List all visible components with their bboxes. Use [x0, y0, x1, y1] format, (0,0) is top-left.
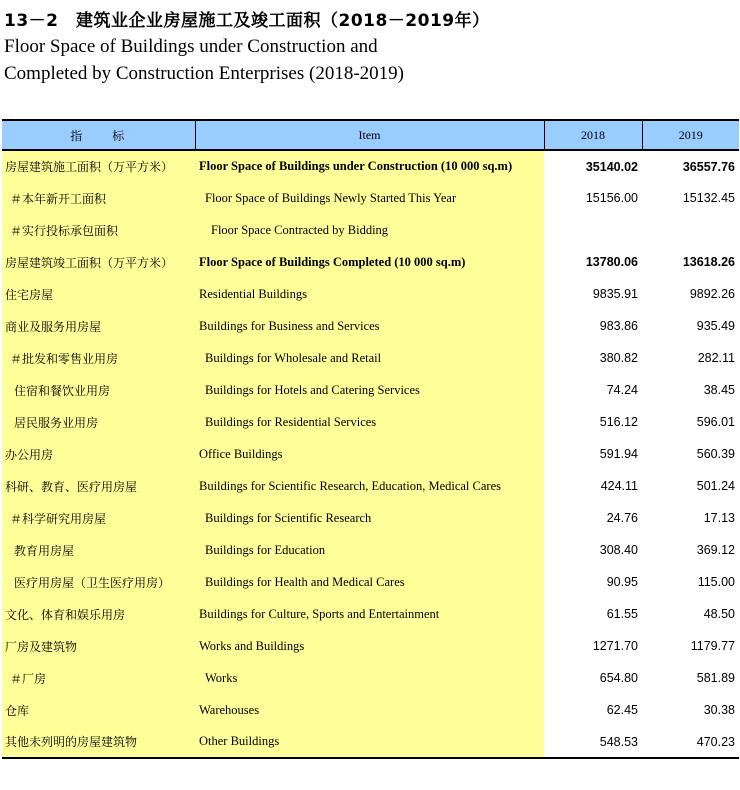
row-label-en: Buildings for Hotels and Catering Services — [195, 374, 544, 406]
table-row — [2, 726, 739, 758]
row-label-cn: 医疗用房屋（卫生医疗用房） — [2, 566, 195, 598]
value-2018: 308.40 — [599, 543, 638, 557]
value-2019: 9892.26 — [689, 287, 735, 301]
table-header-row — [2, 120, 739, 150]
row-label-cn: 教育用房屋 — [2, 534, 195, 566]
page-title-chinese: 13－2 建筑业企业房屋施工及竣工面积（2018－2019年） — [4, 11, 490, 31]
value-2019: 36557.76 — [682, 159, 735, 174]
value-2019: 596.01 — [696, 415, 735, 429]
value-2019: 48.50 — [703, 607, 735, 621]
value-2019: 560.39 — [696, 447, 735, 461]
value-2018: 24.76 — [606, 511, 638, 525]
value-2019: 282.11 — [697, 351, 735, 365]
table-row — [2, 150, 739, 182]
row-label-cn: 办公用房 — [2, 438, 195, 470]
value-2018: 15156.00 — [585, 191, 638, 205]
table-row — [2, 502, 739, 534]
table-row — [2, 214, 739, 246]
value-2018: 548.53 — [544, 726, 642, 758]
row-label-cn: ＃本年新开工面积 — [2, 182, 195, 214]
value-2018: 1271.70 — [592, 639, 638, 653]
value-2018: 516.12 — [599, 415, 638, 429]
value-2018: 35140.02 — [585, 159, 638, 174]
table-row — [2, 310, 739, 342]
table-row — [2, 278, 739, 310]
value-2018: 380.82 — [599, 351, 638, 365]
row-label-en: Floor Space of Buildings Newly Started This Year — [195, 182, 544, 214]
table-row — [2, 598, 739, 630]
row-label-cn: ＃实行投标承包面积 — [2, 214, 195, 246]
row-label-en: Buildings for Scientific Research — [195, 502, 544, 534]
row-label-en: Buildings for Scientific Research, Education, Medical Cares — [195, 470, 544, 502]
table-row — [2, 662, 739, 694]
row-label-cn: ＃批发和零售业用房 — [2, 342, 195, 374]
row-label-en: Other Buildings — [195, 726, 544, 758]
value-2019: 935.49 — [696, 319, 735, 333]
table-row — [2, 342, 739, 374]
value-2018: 74.24 — [606, 383, 638, 397]
row-label-en: Residential Buildings — [195, 278, 544, 310]
row-label-cn: 住宅房屋 — [2, 278, 195, 310]
value-2019: 369.12 — [696, 543, 735, 557]
table-row — [2, 246, 739, 278]
value-2018 — [544, 214, 642, 246]
row-label-en: Buildings for Culture, Sports and Entertainment — [195, 598, 544, 630]
page-title-english-line1: Floor Space of Buildings under Construction and — [4, 36, 378, 57]
header-indicator-cn: 指 标 — [2, 120, 195, 150]
row-label-cn: 科研、教育、医疗用房屋 — [2, 470, 195, 502]
header-year-2018: 2018 — [544, 120, 642, 150]
row-label-en: Buildings for Wholesale and Retail — [195, 342, 544, 374]
value-2018: 424.11 — [600, 479, 638, 493]
value-2019 — [642, 214, 739, 246]
table-row — [2, 406, 739, 438]
row-label-en: Office Buildings — [195, 438, 544, 470]
row-label-cn: 住宿和餐饮业用房 — [2, 374, 195, 406]
row-label-cn: 商业及服务用房屋 — [2, 310, 195, 342]
value-2018: 62.45 — [606, 703, 638, 717]
value-2018: 654.80 — [599, 671, 638, 685]
table-row — [2, 182, 739, 214]
row-label-en: Buildings for Residential Services — [195, 406, 544, 438]
value-2018: 90.95 — [606, 575, 638, 589]
table-row — [2, 438, 739, 470]
row-label-en: Works and Buildings — [195, 630, 544, 662]
value-2019: 501.24 — [696, 479, 735, 493]
row-label-en: Buildings for Education — [195, 534, 544, 566]
row-label-cn: 文化、体育和娱乐用房 — [2, 598, 195, 630]
value-2019: 470.23 — [642, 726, 739, 758]
row-label-cn: 房屋建筑施工面积（万平方米） — [2, 150, 195, 182]
table-row — [2, 694, 739, 726]
header-item-en: Item — [195, 120, 544, 150]
row-label-en: Works — [195, 662, 544, 694]
table-row — [2, 374, 739, 406]
row-label-en: Floor Space of Buildings under Construction (10 000 sq.m) — [195, 150, 544, 182]
row-label-en: Floor Space of Buildings Completed (10 000 sq.m) — [195, 246, 544, 278]
row-label-cn: 房屋建筑竣工面积（万平方米） — [2, 246, 195, 278]
header-year-2019: 2019 — [642, 120, 739, 150]
row-label-en: Floor Space Contracted by Bidding — [195, 214, 544, 246]
row-label-cn: 厂房及建筑物 — [2, 630, 195, 662]
value-2019: 1179.77 — [690, 639, 735, 653]
value-2019: 115.00 — [697, 575, 735, 589]
row-label-en: Warehouses — [195, 694, 544, 726]
value-2019: 38.45 — [703, 383, 735, 397]
row-label-cn: 其他未列明的房屋建筑物 — [2, 726, 195, 758]
page-title-english-line2: Completed by Construction Enterprises (2018-2019) — [4, 63, 404, 84]
table-row — [2, 566, 739, 598]
row-label-cn: 居民服务业用房 — [2, 406, 195, 438]
value-2019: 30.38 — [703, 703, 735, 717]
value-2018: 983.86 — [599, 319, 638, 333]
value-2018: 61.55 — [606, 607, 638, 621]
table-row — [2, 630, 739, 662]
table-row — [2, 534, 739, 566]
floor-space-table — [2, 119, 739, 759]
value-2019: 15132.45 — [682, 191, 735, 205]
row-label-cn: 仓库 — [2, 694, 195, 726]
value-2018: 9835.91 — [592, 287, 638, 301]
value-2019: 581.89 — [696, 671, 735, 685]
row-label-cn: ＃厂房 — [2, 662, 195, 694]
value-2018: 591.94 — [599, 447, 638, 461]
row-label-en: Buildings for Business and Services — [195, 310, 544, 342]
table-row — [2, 470, 739, 502]
row-label-cn: ＃科学研究用房屋 — [2, 502, 195, 534]
value-2018: 13780.06 — [585, 255, 638, 269]
row-label-en: Buildings for Health and Medical Cares — [195, 566, 544, 598]
value-2019: 17.13 — [703, 511, 735, 525]
value-2019: 13618.26 — [682, 255, 735, 269]
